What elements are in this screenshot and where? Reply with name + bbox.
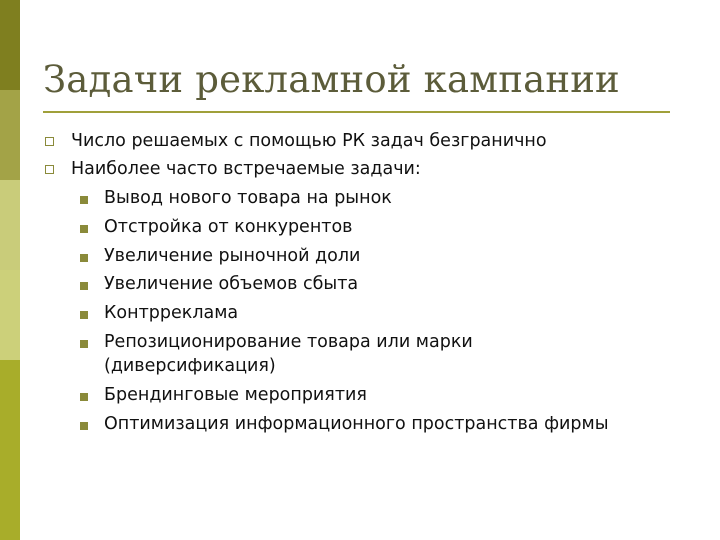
- side-bar-segment: [0, 180, 20, 270]
- solid-square-bullet-icon: [80, 340, 88, 348]
- sub-bullet-text: Оптимизация информационного пространства фирмы: [104, 414, 609, 434]
- sub-bullet-text: Контрреклама: [104, 303, 239, 323]
- solid-square-bullet-icon: [80, 311, 88, 319]
- solid-square-bullet-icon: [80, 393, 88, 401]
- sub-bullet-text: Увеличение рыночной доли: [104, 246, 361, 266]
- side-bar-segment: [0, 360, 20, 540]
- solid-square-bullet-icon: [80, 282, 88, 290]
- hollow-square-bullet-icon: [45, 137, 54, 146]
- decorative-side-bar: [0, 0, 20, 540]
- sub-bullet-text: Отстройка от конкурентов: [104, 217, 353, 237]
- sub-bullet-text-continuation: (диверсификация): [104, 356, 276, 376]
- bullet-text: Наиболее часто встречаемые задачи:: [71, 159, 421, 179]
- solid-square-bullet-icon: [80, 422, 88, 430]
- bullet-text: Число решаемых с помощью РК задач безгранично: [71, 131, 547, 151]
- sub-bullet-text: Брендинговые мероприятия: [104, 385, 367, 405]
- title-underline: [43, 111, 670, 113]
- sub-bullet-text: Репозиционирование товара или марки: [104, 332, 473, 352]
- side-bar-segment: [0, 270, 20, 360]
- slide-title: Задачи рекламной кампании: [43, 58, 620, 101]
- solid-square-bullet-icon: [80, 225, 88, 233]
- solid-square-bullet-icon: [80, 254, 88, 262]
- sub-bullet-text: Увеличение объемов сбыта: [104, 274, 359, 294]
- side-bar-segment: [0, 0, 20, 90]
- solid-square-bullet-icon: [80, 196, 88, 204]
- side-bar-segment: [0, 90, 20, 180]
- hollow-square-bullet-icon: [45, 165, 54, 174]
- sub-bullet-text: Вывод нового товара на рынок: [104, 188, 392, 208]
